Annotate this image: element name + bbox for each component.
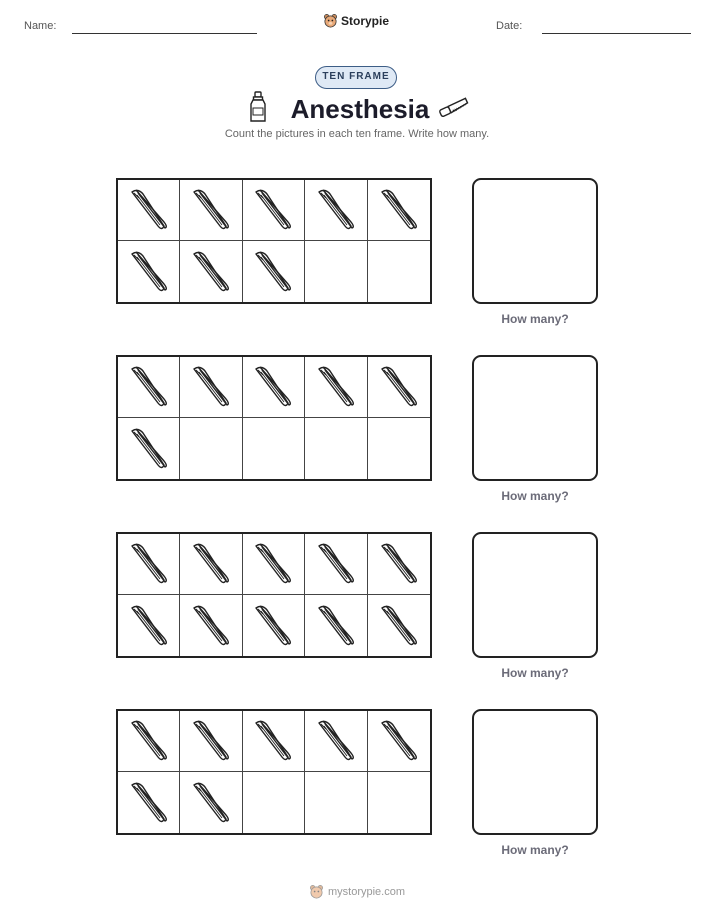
instructions: Count the pictures in each ten frame. Write how many. (224, 128, 490, 140)
ten-frame-cell (305, 418, 367, 479)
ten-frame-cell (118, 357, 180, 418)
surgical-forceps-icon (190, 603, 232, 649)
ten-frame-cell (243, 180, 305, 241)
answer-box-2[interactable] (472, 355, 598, 481)
surgical-saw-icon (438, 95, 470, 119)
ten-frame-cell (243, 595, 305, 656)
ten-frame-cell (180, 241, 242, 302)
ten-frame-cell (368, 241, 430, 302)
answer-box-3[interactable] (472, 532, 598, 658)
surgical-forceps-icon (378, 541, 420, 587)
ten-frame-cell (368, 418, 430, 479)
surgical-forceps-icon (315, 541, 357, 587)
surgical-forceps-icon (378, 718, 420, 764)
ten-frame-1 (116, 178, 432, 304)
ten-frame-3 (116, 532, 432, 658)
ten-frame-cell (180, 772, 242, 833)
ten-frame-cell (305, 180, 367, 241)
ten-frame-badge: TEN FRAME (315, 66, 397, 89)
ten-frame-cell (118, 711, 180, 772)
date-label: Date: (496, 20, 523, 32)
surgical-forceps-icon (190, 780, 232, 826)
bear-mascot-icon (323, 13, 338, 28)
footer (0, 884, 714, 899)
surgical-forceps-icon (190, 249, 232, 295)
surgical-forceps-icon (315, 187, 357, 233)
how-many-label-4: How many? (501, 843, 569, 857)
page-title: Anesthesia (290, 94, 430, 124)
answer-box-1[interactable] (472, 178, 598, 304)
surgical-forceps-icon (315, 364, 357, 410)
ten-frame-cell (368, 180, 430, 241)
ten-frame-cell (118, 772, 180, 833)
ten-frame-cell (180, 357, 242, 418)
ten-frame-cell (180, 534, 242, 595)
surgical-forceps-icon (378, 187, 420, 233)
surgical-forceps-icon (190, 187, 232, 233)
ten-frame-cell (305, 357, 367, 418)
surgical-forceps-icon (315, 603, 357, 649)
surgical-forceps-icon (315, 718, 357, 764)
ten-frame-cell (243, 772, 305, 833)
surgical-forceps-icon (128, 249, 170, 295)
ten-frame-cell (118, 418, 180, 479)
surgical-forceps-icon (128, 780, 170, 826)
ten-frame-cell (243, 711, 305, 772)
surgical-forceps-icon (128, 187, 170, 233)
how-many-label-3: How many? (501, 666, 569, 680)
ten-frame-cell (305, 772, 367, 833)
ten-frame-cell (243, 357, 305, 418)
ten-frame-cell (118, 595, 180, 656)
ten-frame-cell (243, 418, 305, 479)
ten-frame-cell (118, 180, 180, 241)
ten-frame-cell (118, 241, 180, 302)
ten-frame-cell (368, 595, 430, 656)
surgical-forceps-icon (252, 718, 294, 764)
surgical-forceps-icon (190, 541, 232, 587)
ten-frame-cell (243, 241, 305, 302)
brand-logo (323, 13, 389, 28)
surgical-forceps-icon (252, 541, 294, 587)
ten-frame-cell (180, 711, 242, 772)
ten-frame-cell (368, 534, 430, 595)
ten-frame-cell (368, 357, 430, 418)
surgical-forceps-icon (128, 718, 170, 764)
surgical-forceps-icon (190, 364, 232, 410)
name-line[interactable] (72, 33, 257, 34)
date-line[interactable] (542, 33, 691, 34)
surgical-forceps-icon (378, 603, 420, 649)
surgical-forceps-icon (252, 249, 294, 295)
name-label: Name: (24, 20, 57, 32)
how-many-label-2: How many? (501, 489, 569, 503)
ten-frame-cell (180, 595, 242, 656)
surgical-forceps-icon (252, 364, 294, 410)
ten-frame-2 (116, 355, 432, 481)
bear-mascot-icon (309, 884, 324, 899)
ten-frame-cell (305, 241, 367, 302)
ten-frame-4 (116, 709, 432, 835)
ten-frame-cell (305, 595, 367, 656)
footer-url: mystorypie.com (327, 885, 406, 898)
ten-frame-cell (368, 772, 430, 833)
surgical-forceps-icon (190, 718, 232, 764)
ten-frame-cell (305, 711, 367, 772)
ten-frame-cell (243, 534, 305, 595)
ten-frame-cell (368, 711, 430, 772)
brand-name: Storypie (341, 13, 390, 28)
surgical-forceps-icon (252, 187, 294, 233)
surgical-forceps-icon (128, 426, 170, 472)
ten-frame-cell (180, 418, 242, 479)
surgical-forceps-icon (252, 603, 294, 649)
surgical-forceps-icon (128, 541, 170, 587)
surgical-forceps-icon (128, 603, 170, 649)
surgical-forceps-icon (128, 364, 170, 410)
answer-box-4[interactable] (472, 709, 598, 835)
ten-frame-cell (180, 180, 242, 241)
how-many-label-1: How many? (501, 312, 569, 326)
ten-frame-cell (118, 534, 180, 595)
ten-frame-cell (305, 534, 367, 595)
surgical-forceps-icon (378, 364, 420, 410)
